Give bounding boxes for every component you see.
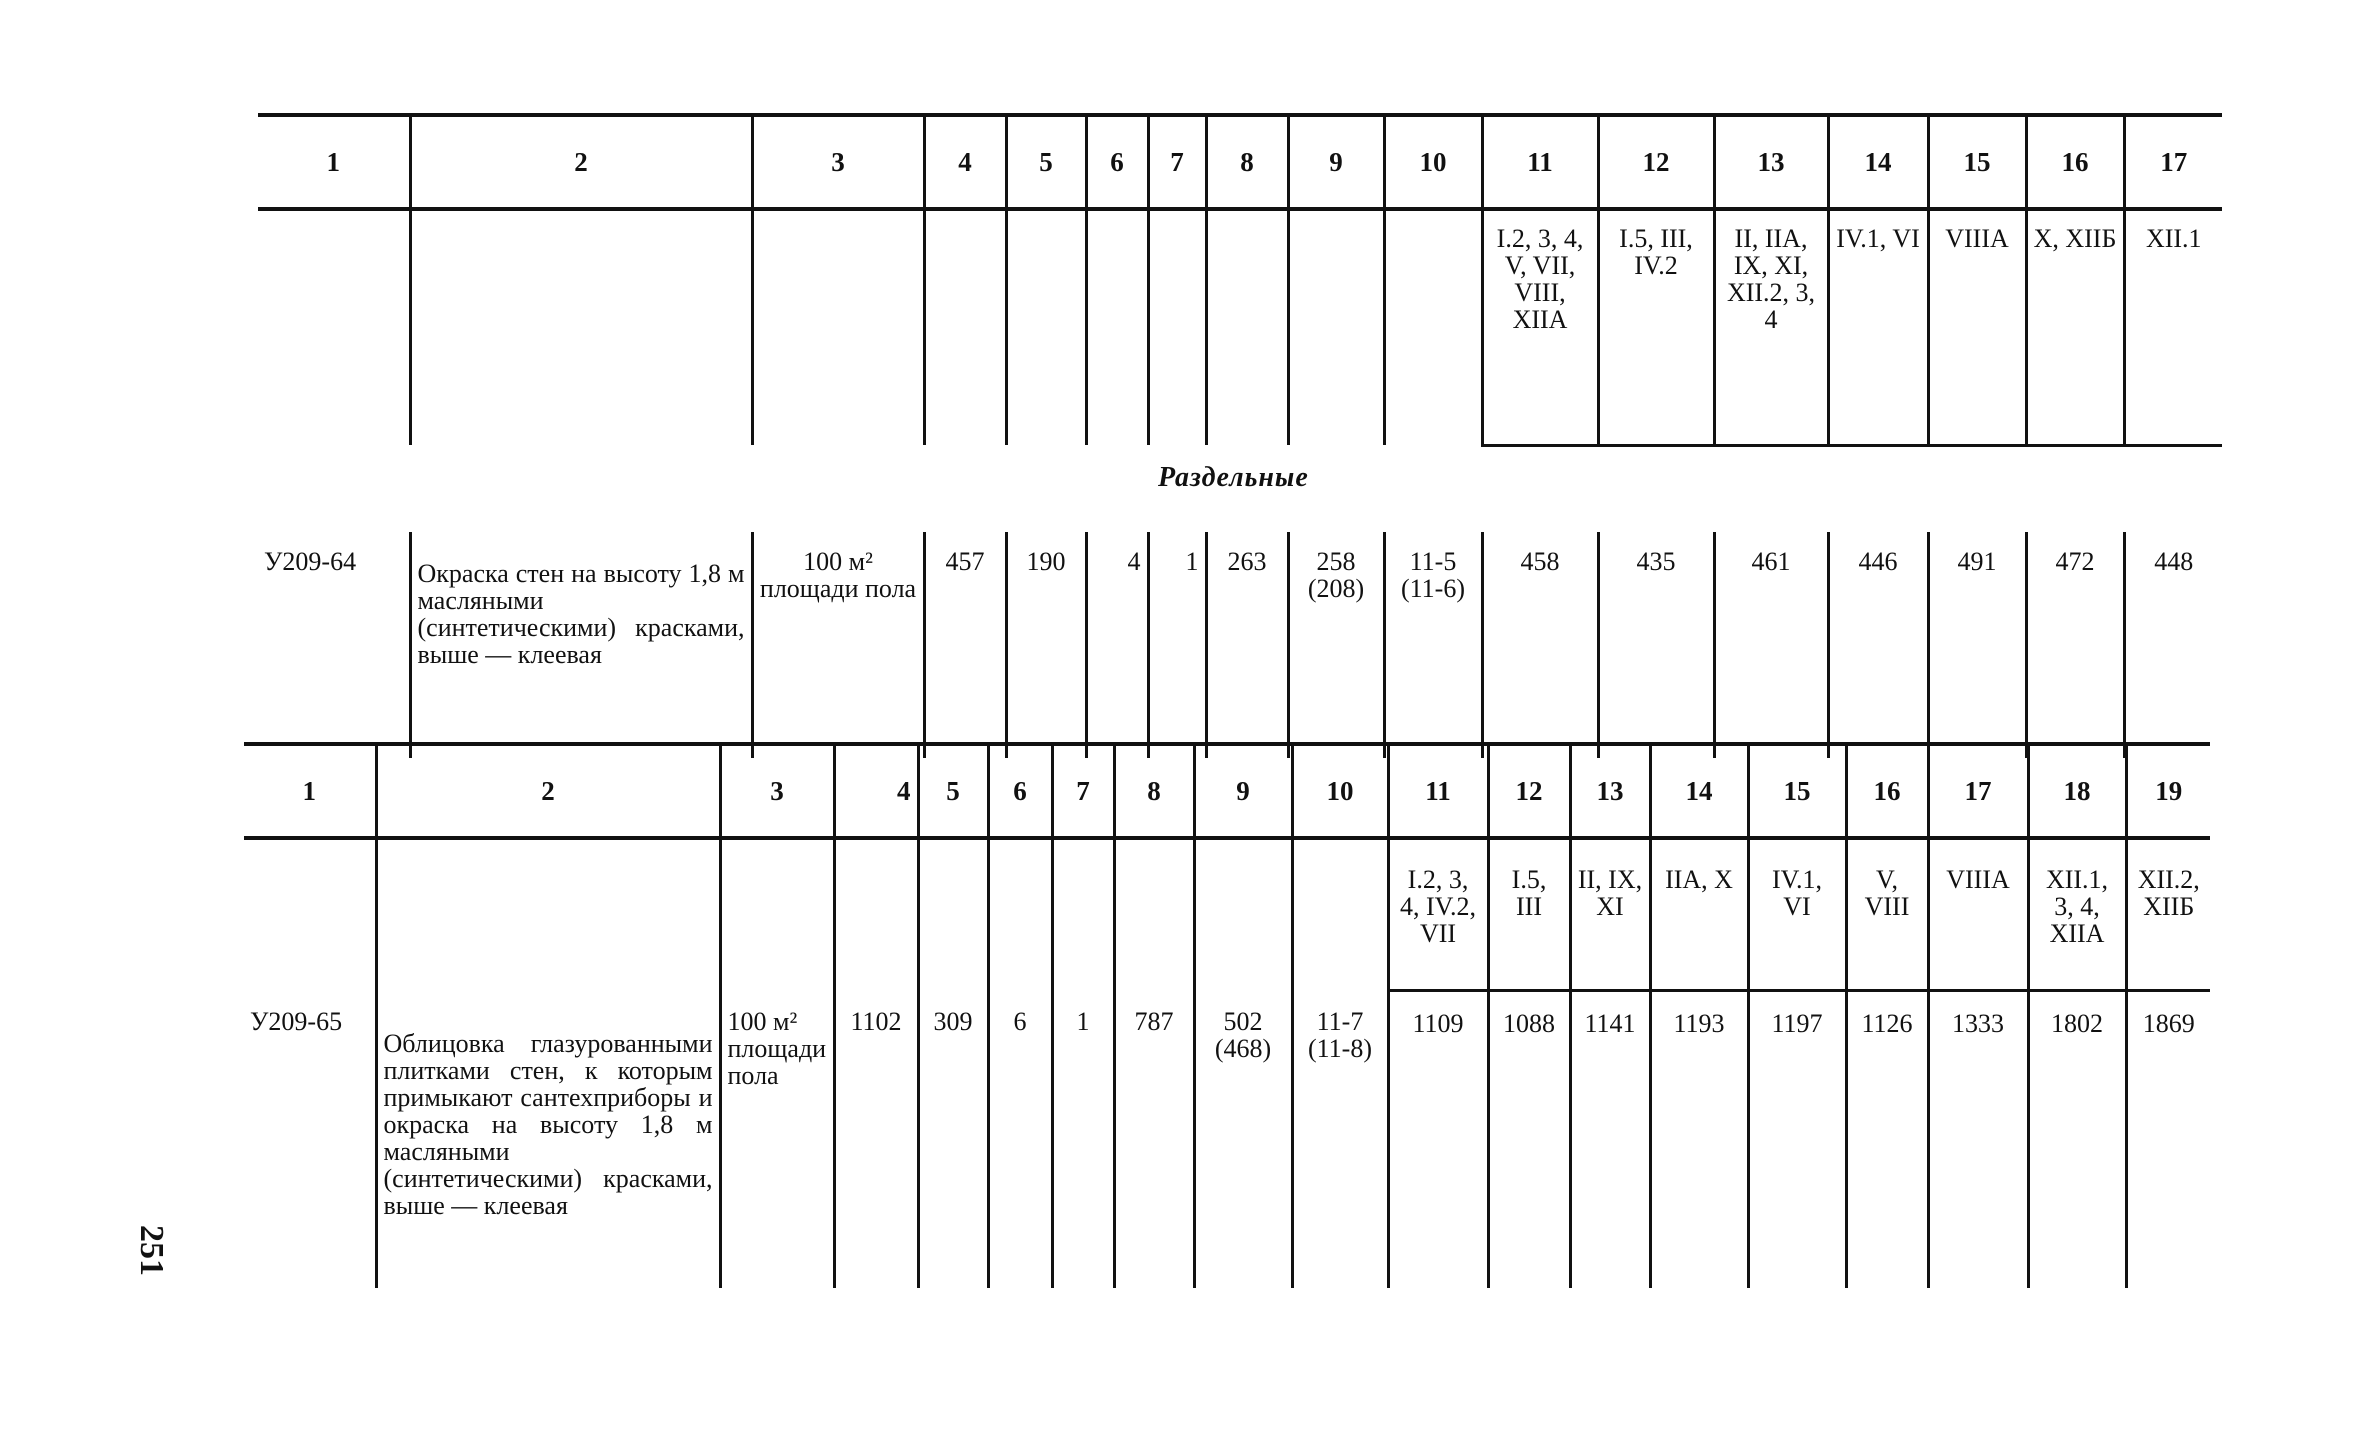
header-cell: 3: [752, 115, 924, 209]
zone-cell: IV.1, VI: [1828, 209, 1928, 445]
header-cell: 5: [918, 744, 988, 838]
zone-cell: IIА, X: [1650, 838, 1748, 990]
value-cell: 6: [988, 990, 1052, 1288]
header-cell: 2: [376, 744, 720, 838]
description-cell: Облицовка глазурованными плитками стен, к которым примыкают сантехприборы и окраска на высоту 1,8 м масляными (синтетическими) красками, выше — клеевая: [376, 990, 720, 1288]
header-cell: 4: [834, 744, 918, 838]
header-cell: 12: [1488, 744, 1570, 838]
zone-cell: V, VIII: [1846, 838, 1928, 990]
value-cell: 787: [1114, 990, 1194, 1288]
header-cell: 2: [410, 115, 752, 209]
zone-cell: I.5, III: [1488, 838, 1570, 990]
header-cell: 13: [1714, 115, 1828, 209]
header-cell: 7: [1148, 115, 1206, 209]
zone-cell: XII.1: [2124, 209, 2222, 445]
header-cell: 13: [1570, 744, 1650, 838]
value-cell: 4: [1086, 532, 1148, 758]
header-cell: 17: [1928, 744, 2028, 838]
header-cell: 4: [924, 115, 1006, 209]
value-cell: 258 (208): [1288, 532, 1384, 758]
table-row: [244, 990, 2210, 1288]
price-cell: 1197: [1748, 990, 1846, 1288]
table-1-header-row: [258, 115, 2222, 209]
value-cell: 1: [1148, 532, 1206, 758]
section-title: Раздельные: [1158, 462, 1309, 493]
price-cell: 1802: [2028, 990, 2126, 1288]
zone-cell: II, IX, XI: [1570, 838, 1650, 990]
zone-cell: I.5, III, IV.2: [1598, 209, 1714, 445]
value-cell: 1: [1052, 990, 1114, 1288]
value-cell: 502 (468): [1194, 990, 1292, 1288]
price-cell: 435: [1598, 532, 1714, 758]
header-cell: 14: [1650, 744, 1748, 838]
price-cell: 1126: [1846, 990, 1928, 1288]
value-cell: 1102: [834, 990, 918, 1288]
zone-cell: VIIIА: [1928, 838, 2028, 990]
price-table-2: [244, 742, 2210, 1288]
table-1-zone-row: [258, 209, 2222, 445]
header-cell: 5: [1006, 115, 1086, 209]
zone-cell: XII.2, XIIБ: [2126, 838, 2210, 990]
price-cell: 1088: [1488, 990, 1570, 1288]
header-cell: 1: [258, 115, 410, 209]
header-cell: 15: [1928, 115, 2026, 209]
value-cell: 11-7 (11-8): [1292, 990, 1388, 1288]
value-cell: 457: [924, 532, 1006, 758]
header-cell: 17: [2124, 115, 2222, 209]
header-cell: 8: [1114, 744, 1194, 838]
zone-cell: II, IIА, IX, XI, XII.2, 3, 4: [1714, 209, 1828, 445]
price-cell: 446: [1828, 532, 1928, 758]
header-cell: 8: [1206, 115, 1288, 209]
header-cell: 18: [2028, 744, 2126, 838]
unit-cell: 100 м² площади пола: [752, 532, 924, 758]
table-row: [258, 532, 2222, 758]
price-cell: 472: [2026, 532, 2124, 758]
header-cell: 10: [1292, 744, 1388, 838]
price-cell: 1193: [1650, 990, 1748, 1288]
code-cell: У209-65: [250, 1007, 343, 1036]
price-cell: 458: [1482, 532, 1598, 758]
description-cell: Окраска стен на высоту 1,8 м масляными (синтетическими) красками, выше — клеевая: [410, 532, 752, 758]
header-cell: 1: [244, 744, 376, 838]
price-cell: 1141: [1570, 990, 1650, 1288]
value-cell: 11-5 (11-6): [1384, 532, 1482, 758]
header-cell: 10: [1384, 115, 1482, 209]
value-cell: 190: [1006, 532, 1086, 758]
header-cell: 16: [1846, 744, 1928, 838]
header-cell: 19: [2126, 744, 2210, 838]
price-cell: 461: [1714, 532, 1828, 758]
zone-cell: I.2, 3, 4, IV.2, VII: [1388, 838, 1488, 990]
header-cell: 14: [1828, 115, 1928, 209]
price-cell: 1109: [1388, 990, 1488, 1288]
price-cell: 1333: [1928, 990, 2028, 1288]
value-cell: 263: [1206, 532, 1288, 758]
header-cell: 15: [1748, 744, 1846, 838]
header-cell: 7: [1052, 744, 1114, 838]
header-cell: 12: [1598, 115, 1714, 209]
header-cell: 11: [1482, 115, 1598, 209]
table-2-header-row: [244, 744, 2210, 838]
code-cell: У209-64: [264, 546, 357, 576]
header-cell: 16: [2026, 115, 2124, 209]
zone-cell: VIIIА: [1928, 209, 2026, 445]
page-number: 251: [133, 1225, 170, 1276]
header-cell: 9: [1194, 744, 1292, 838]
unit-cell: 100 м² площади пола: [720, 990, 834, 1288]
price-cell: 1869: [2126, 990, 2210, 1288]
zone-cell: IV.1, VI: [1748, 838, 1846, 990]
header-cell: 6: [988, 744, 1052, 838]
value-cell: 309: [918, 990, 988, 1288]
price-cell: 448: [2124, 532, 2222, 758]
header-cell: 3: [720, 744, 834, 838]
header-cell: 11: [1388, 744, 1488, 838]
table-2-zone-row: [244, 838, 2210, 990]
zone-cell: XII.1, 3, 4, XIIА: [2028, 838, 2126, 990]
header-cell: 6: [1086, 115, 1148, 209]
price-table-1: [258, 113, 2222, 758]
header-cell: 9: [1288, 115, 1384, 209]
zone-cell: I.2, 3, 4, V, VII, VIII, XIIА: [1482, 209, 1598, 445]
price-cell: 491: [1928, 532, 2026, 758]
zone-cell: X, XIIБ: [2026, 209, 2124, 445]
